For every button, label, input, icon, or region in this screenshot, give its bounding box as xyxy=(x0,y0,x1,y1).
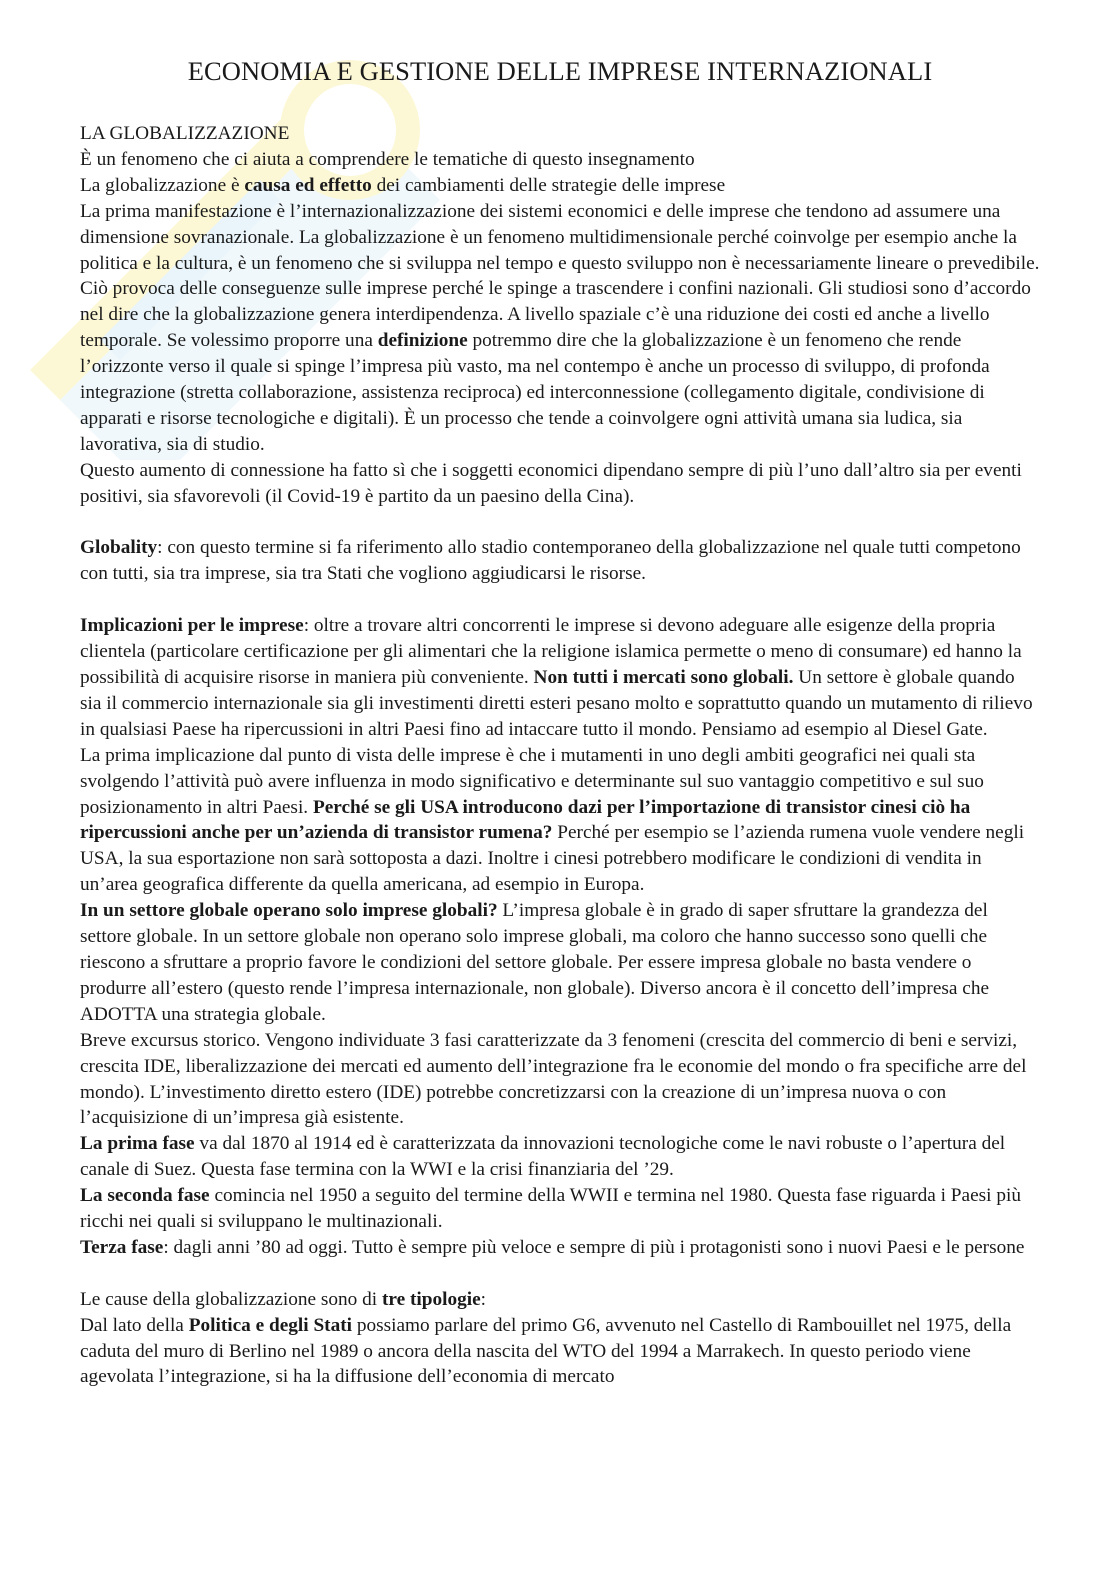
paragraph-terza-fase: Terza fase: dagli anni ’80 ad oggi. Tutto è sempre più veloce e sempre di più i protagonisti sono i nuovi Paesi e le persone xyxy=(80,1236,1025,1258)
paragraph: È un fenomeno che ci aiuta a comprendere le tematiche di questo insegnamento xyxy=(80,148,695,170)
paragraph: In un settore globale operano solo imprese globali? L’impresa globale è in grado di saper sfruttare la grandezza del settore globale. In un settore globale non operano solo imprese globali, ma coloro che hanno successo sono quelli che riescono a sfruttare a proprio favore le condizioni del settore globale. Per essere impresa globale no basta vendere o produrre all’estero (questo rende l’impresa internazionale, non globale). Diverso ancora è il concetto dell’impresa che ADOTTA una strategia globale. xyxy=(80,900,990,1025)
paragraph: Dal lato della Politica e degli Stati possiamo parlare del primo G6, avvenuto nel Castello di Rambouillet nel 1975, della caduta del muro di Berlino nel 1989 o ancora della nascita del WTO del 1994 a Marrakech. In questo periodo viene agevolata l’integrazione, si ha la diffusione dell’economia di mercato xyxy=(80,1314,1012,1388)
spacer xyxy=(80,510,1040,536)
paragraph: La prima implicazione dal punto di vista delle imprese è che i mutamenti in uno degli ambiti geografici nei quali sta svolgendo l’attività può avere influenza in modo significativo e determinante sul suo vantaggio competitivo e sul suo posizionamento in altri Paesi. Perché se gli USA introducono dazi per l’importazione di transistor cinesi ciò ha ripercussioni anche per un’azienda di transistor rumena? Perché per esempio se l’azienda rumena vuole vendere negli USA, la sua esportazione non sarà sottoposta a dazi. Inoltre i cinesi potrebbero modificare le condizioni di vendita in un’area geografica differente da quella americana, ad esempio in Europa. xyxy=(80,744,1025,896)
paragraph-prima-fase: La prima fase va dal 1870 al 1914 ed è caratterizzata da innovazioni tecnologiche come le navi robuste o l’apertura del canale di Suez. Questa fase termina con la WWI e la crisi finanziaria del ’29. xyxy=(80,1133,1006,1181)
paragraph-implicazioni: Implicazioni per le imprese: oltre a trovare altri concorrenti le imprese si devono adeguare alle esigenze della propria clientela (particolare certificazione per gli alimentari che la religione islamica permette o meno di consumare) ed hanno la possibilità di acquisire risorse in maniera più conveniente. Non tutti i mercati sono globali. Un settore è globale quando sia il commercio internazionale sia gli investimenti diretti esteri pesano molto e soprattutto quando un mutamento di rilievo in qualsiasi Paese ha ripercussioni in altri Paesi fino ad intaccare tutto il mondo. Pensiamo ad esempio al Diesel Gate. xyxy=(80,615,1033,740)
paragraph-globality: Globality: con questo termine si fa riferimento allo stadio contemporaneo della globalizzazione nel quale tutti competono con tutti, sia tra imprese, sia tra Stati che vogliono aggiudicarsi le risorse. xyxy=(80,537,1021,585)
document-page xyxy=(80,0,1040,1390)
paragraph: La globalizzazione è causa ed effetto dei cambiamenti delle strategie delle imprese xyxy=(80,174,726,196)
paragraph-seconda-fase: La seconda fase comincia nel 1950 a seguito del termine della WWII e termina nel 1980. Questa fase riguarda i Paesi più ricchi nei quali si sviluppano le multinazionali. xyxy=(80,1185,1021,1233)
spacer xyxy=(80,1261,1040,1287)
paragraph: Breve excursus storico. Vengono individuate 3 fasi caratterizzate da 3 fenomeni (crescita del commercio di beni e servizi, crescita IDE, liberalizzazione dei mercati ed aumento dell’integrazione fra le economie del mondo o fra specifiche arre del mondo). L’investimento diretto estero (IDE) potrebbe concretizzarsi con la creazione di un’impresa nuova o con l’acquisizione di un’impresa già esistente. xyxy=(80,1029,1027,1129)
section-title: LA GLOBALIZZAZIONE xyxy=(80,123,290,144)
paragraph: Questo aumento di connessione ha fatto sì che i soggetti economici dipendano sempre di più l’uno dall’altro sia per eventi positivi, sia sfavorevoli (il Covid-19 è partito da un paesino della Cina). xyxy=(80,459,1022,507)
paragraph: Le cause della globalizzazione sono di tre tipologie: xyxy=(80,1288,487,1310)
document-title: ECONOMIA E GESTIONE DELLE IMPRESE INTERNAZIONALI xyxy=(187,56,933,86)
paragraph: La prima manifestazione è l’internazionalizzazione dei sistemi economici e delle imprese che tendono ad assumere una dimensione sovranazionale. La globalizzazione è un fenomeno multidimensionale perché coinvolge per esempio anche la politica e la cultura, è un fenomeno che si sviluppa nel tempo e questo sviluppo non è necessariamente lineare o prevedibile. Ciò provoca delle conseguenze sulle imprese perché le spinge a trascendere i confini nazionali. Gli studiosi sono d’accordo nel dire che la globalizzazione genera interdipendenza. A livello spaziale c’è una riduzione dei costi ed anche a livello temporale. Se volessimo proporre una definizione potremmo dire che la globalizzazione è un fenomeno che rende l’orizzonte verso il quale si spinge l’impresa più vasto, ma nel contempo è anche un processo di sviluppo, di profonda integrazione (stretta collaborazione, assistenza reciproca) ed interconnessione (collegamento digitale, condivisione di apparati e risorse tecnologiche e digitali). È un processo che tende a coinvolgere ogni attività umana sia ludica, sia lavorativa, sia di studio. xyxy=(80,200,1040,455)
spacer xyxy=(80,587,1040,613)
